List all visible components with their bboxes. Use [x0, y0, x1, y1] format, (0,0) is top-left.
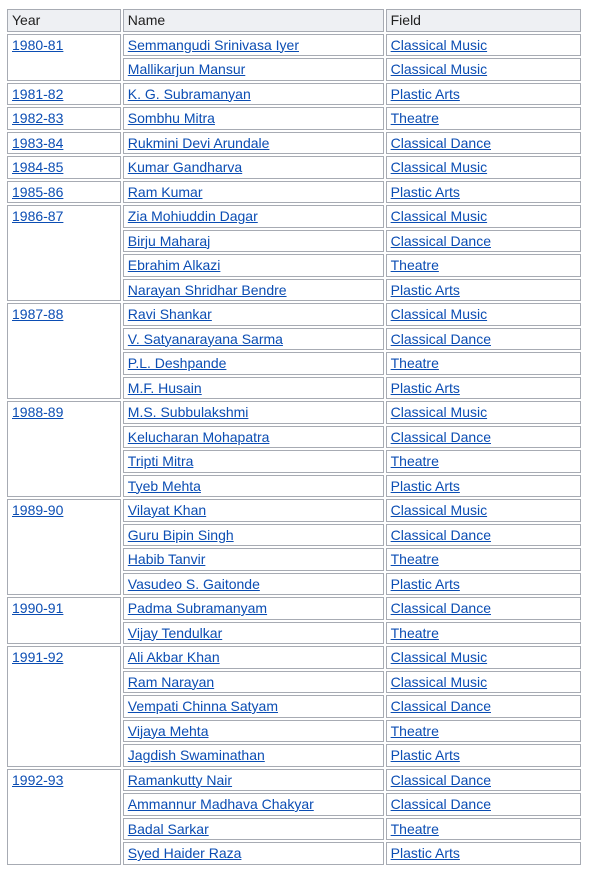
table-row — [7, 597, 581, 620]
name-cell — [123, 769, 384, 792]
field-link[interactable]: Classical Music — [390, 159, 488, 175]
year-cell — [7, 107, 121, 130]
field-cell — [386, 230, 581, 253]
table-header — [7, 9, 581, 32]
field-link[interactable]: Theatre — [390, 453, 439, 469]
year-cell — [7, 34, 121, 81]
name-link[interactable]: Ramankutty Nair — [127, 771, 233, 788]
name-link[interactable]: Vijay Tendulkar — [127, 624, 223, 641]
year-cell — [7, 499, 121, 595]
field-cell — [386, 818, 581, 841]
field-link[interactable]: Classical Music — [390, 649, 488, 665]
field-link[interactable]: Classical Dance — [390, 526, 491, 543]
year-cell — [7, 597, 121, 644]
year-link[interactable]: 1983-84 — [12, 134, 64, 151]
field-cell — [386, 573, 581, 596]
year-cell — [7, 156, 121, 179]
field-cell — [386, 622, 581, 645]
field-link[interactable]: Plastic Arts — [390, 477, 460, 494]
name-link[interactable]: Syed Haider Raza — [127, 845, 242, 861]
year-link[interactable]: 1986-87 — [12, 208, 64, 224]
field-link[interactable]: Theatre — [390, 722, 439, 739]
name-cell — [123, 793, 384, 816]
year-link[interactable]: 1991-92 — [12, 649, 64, 665]
field-cell — [386, 254, 581, 277]
year-cell — [7, 303, 121, 399]
field-cell — [386, 132, 581, 155]
name-link[interactable]: Padma Subramanyam — [127, 600, 268, 616]
field-link[interactable]: Classical Dance — [390, 796, 491, 812]
field-cell — [386, 34, 581, 57]
field-cell — [386, 352, 581, 375]
name-cell — [123, 475, 384, 498]
name-cell — [123, 548, 384, 571]
name-link[interactable]: Tyeb Mehta — [127, 477, 201, 494]
field-cell — [386, 597, 581, 620]
name-cell — [123, 181, 384, 204]
name-cell — [123, 744, 384, 767]
name-cell — [123, 328, 384, 351]
field-cell — [386, 401, 581, 424]
year-link[interactable]: 1981-82 — [12, 85, 64, 102]
year-link[interactable]: 1992-93 — [12, 771, 64, 788]
year-link[interactable]: 1988-89 — [12, 404, 64, 420]
table-body — [7, 34, 581, 865]
name-link[interactable]: Vijaya Mehta — [127, 722, 209, 739]
name-cell — [123, 205, 384, 228]
name-link[interactable]: Vempati Chinna Satyam — [127, 698, 278, 714]
table-row — [7, 132, 581, 155]
field-cell — [386, 181, 581, 204]
name-cell — [123, 573, 384, 596]
table-row — [7, 156, 581, 179]
field-link[interactable]: Theatre — [390, 820, 439, 837]
name-link[interactable]: V. Satyanarayana Sarma — [127, 330, 283, 347]
year-cell — [7, 646, 121, 767]
name-cell — [123, 499, 384, 522]
field-link[interactable]: Plastic Arts — [390, 183, 460, 200]
year-cell — [7, 769, 121, 865]
year-link[interactable]: 1987-88 — [12, 306, 64, 322]
year-cell — [7, 205, 121, 301]
name-link[interactable]: Tripti Mitra — [127, 453, 194, 469]
name-link[interactable]: Zia Mohiuddin Dagar — [127, 208, 258, 224]
name-cell — [123, 622, 384, 645]
name-link[interactable]: Vasudeo S. Gaitonde — [127, 575, 260, 592]
year-link[interactable]: 1990-91 — [12, 600, 64, 616]
field-link[interactable]: Plastic Arts — [390, 379, 460, 396]
name-cell — [123, 401, 384, 424]
name-link[interactable]: Guru Bipin Singh — [127, 526, 234, 543]
name-link[interactable]: M.F. Husain — [127, 379, 202, 396]
name-link[interactable]: Ram Kumar — [127, 183, 203, 200]
field-cell — [386, 499, 581, 522]
name-link[interactable]: Vilayat Khan — [127, 502, 207, 518]
table-row — [7, 499, 581, 522]
field-link[interactable]: Classical Music — [390, 306, 488, 322]
name-link[interactable]: Semmangudi Srinivasa Iyer — [127, 36, 299, 53]
name-cell — [123, 58, 384, 81]
field-cell — [386, 475, 581, 498]
field-cell — [386, 107, 581, 130]
name-cell — [123, 254, 384, 277]
field-link[interactable]: Theatre — [390, 624, 439, 641]
field-link[interactable]: Theatre — [390, 110, 439, 126]
name-link[interactable]: Ravi Shankar — [127, 306, 212, 322]
header-year: Year — [7, 9, 121, 32]
name-link[interactable]: Kelucharan Mohapatra — [127, 428, 270, 445]
year-link[interactable]: 1989-90 — [12, 502, 64, 518]
field-link[interactable]: Theatre — [390, 551, 439, 567]
field-cell — [386, 646, 581, 669]
field-link[interactable]: Classical Dance — [390, 428, 491, 445]
table-row — [7, 34, 581, 57]
field-link[interactable]: Theatre — [390, 355, 439, 371]
name-link[interactable]: Habib Tanvir — [127, 551, 206, 567]
field-cell — [386, 377, 581, 400]
field-cell — [386, 58, 581, 81]
field-link[interactable]: Classical Music — [390, 502, 488, 518]
name-cell — [123, 818, 384, 841]
year-link[interactable]: 1985-86 — [12, 183, 64, 200]
year-link[interactable]: 1980-81 — [12, 36, 64, 53]
name-cell — [123, 230, 384, 253]
table-row — [7, 303, 581, 326]
field-cell — [386, 744, 581, 767]
field-cell — [386, 548, 581, 571]
name-link[interactable]: K. G. Subramanyan — [127, 85, 251, 102]
name-link[interactable]: P.L. Deshpande — [127, 355, 227, 371]
name-link[interactable]: Ebrahim Alkazi — [127, 257, 221, 273]
field-link[interactable]: Classical Music — [390, 673, 488, 690]
field-cell — [386, 156, 581, 179]
name-link[interactable]: M.S. Subbulakshmi — [127, 404, 249, 420]
awards-table — [5, 7, 583, 867]
field-cell — [386, 279, 581, 302]
name-link[interactable]: Sombhu Mitra — [127, 110, 215, 126]
name-cell — [123, 279, 384, 302]
field-link[interactable]: Classical Dance — [390, 600, 491, 616]
year-link[interactable]: 1982-83 — [12, 110, 64, 126]
field-link[interactable]: Plastic Arts — [390, 281, 460, 298]
year-cell — [7, 181, 121, 204]
name-cell — [123, 597, 384, 620]
field-link[interactable]: Theatre — [390, 257, 439, 273]
name-cell — [123, 156, 384, 179]
awards-table-container — [5, 7, 583, 867]
field-cell — [386, 328, 581, 351]
field-cell — [386, 769, 581, 792]
field-cell — [386, 671, 581, 694]
field-cell — [386, 83, 581, 106]
name-cell — [123, 132, 384, 155]
name-link[interactable]: Birju Maharaj — [127, 232, 211, 249]
year-cell — [7, 83, 121, 106]
name-cell — [123, 303, 384, 326]
table-row — [7, 769, 581, 792]
field-link[interactable]: Plastic Arts — [390, 747, 460, 763]
table-row — [7, 107, 581, 130]
field-cell — [386, 303, 581, 326]
field-link[interactable]: Classical Music — [390, 36, 488, 53]
name-link[interactable]: Kumar Gandharva — [127, 159, 243, 175]
name-link[interactable]: Badal Sarkar — [127, 820, 209, 837]
field-cell — [386, 842, 581, 865]
year-link[interactable]: 1984-85 — [12, 159, 64, 175]
name-link[interactable]: Ram Narayan — [127, 673, 215, 690]
name-link[interactable]: Ali Akbar Khan — [127, 649, 220, 665]
field-cell — [386, 695, 581, 718]
field-link[interactable]: Classical Music — [390, 208, 488, 224]
name-cell — [123, 352, 384, 375]
name-link[interactable]: Rukmini Devi Arundale — [127, 134, 270, 151]
name-cell — [123, 34, 384, 57]
name-cell — [123, 83, 384, 106]
field-link[interactable]: Plastic Arts — [390, 575, 460, 592]
field-link[interactable]: Classical Dance — [390, 771, 491, 788]
name-cell — [123, 377, 384, 400]
header-row — [7, 9, 581, 32]
name-cell — [123, 524, 384, 547]
field-link[interactable]: Plastic Arts — [390, 845, 460, 861]
name-cell — [123, 671, 384, 694]
field-link[interactable]: Classical Music — [390, 61, 488, 77]
header-name: Name — [123, 9, 384, 32]
field-link[interactable]: Classical Dance — [390, 232, 491, 249]
field-cell — [386, 524, 581, 547]
field-link[interactable]: Classical Dance — [390, 698, 491, 714]
field-cell — [386, 793, 581, 816]
name-cell — [123, 107, 384, 130]
year-cell — [7, 401, 121, 497]
table-row — [7, 646, 581, 669]
name-cell — [123, 426, 384, 449]
name-cell — [123, 450, 384, 473]
name-link[interactable]: Ammannur Madhava Chakyar — [127, 796, 314, 812]
header-field: Field — [386, 9, 581, 32]
table-row — [7, 401, 581, 424]
field-link[interactable]: Plastic Arts — [390, 85, 460, 102]
name-cell — [123, 646, 384, 669]
name-link[interactable]: Jagdish Swaminathan — [127, 747, 265, 763]
field-link[interactable]: Classical Music — [390, 404, 488, 420]
table-row — [7, 205, 581, 228]
table-row — [7, 83, 581, 106]
name-cell — [123, 720, 384, 743]
name-cell — [123, 695, 384, 718]
field-link[interactable]: Classical Dance — [390, 134, 491, 151]
name-cell — [123, 842, 384, 865]
name-link[interactable]: Narayan Shridhar Bendre — [127, 281, 287, 298]
name-link[interactable]: Mallikarjun Mansur — [127, 61, 246, 77]
table-row — [7, 181, 581, 204]
field-cell — [386, 720, 581, 743]
field-cell — [386, 426, 581, 449]
year-cell — [7, 132, 121, 155]
field-cell — [386, 450, 581, 473]
field-cell — [386, 205, 581, 228]
field-link[interactable]: Classical Dance — [390, 330, 491, 347]
